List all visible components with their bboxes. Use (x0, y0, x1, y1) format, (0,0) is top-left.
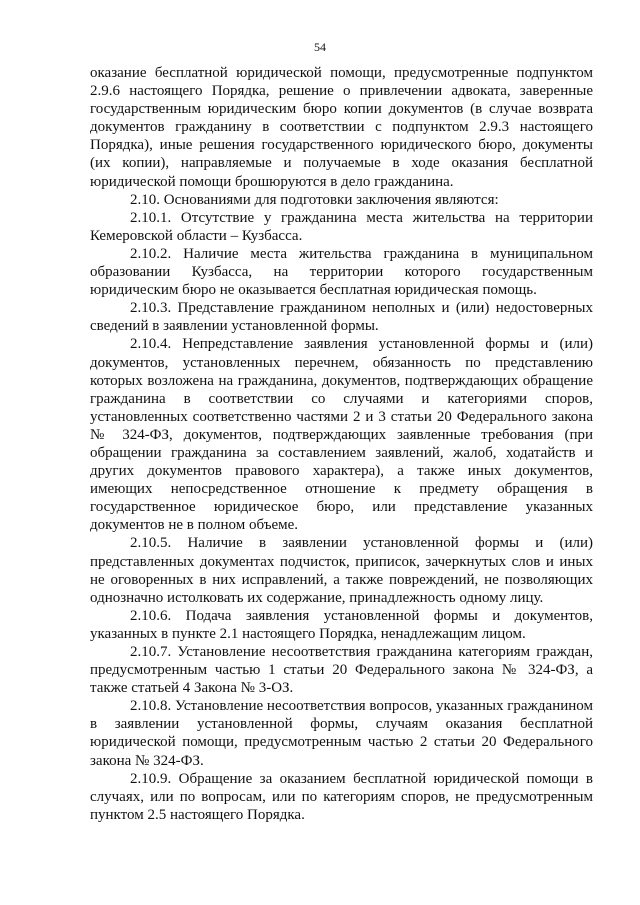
paragraph-2-10-1: 2.10.1. Отсутствие у гражданина места жительства на территории Кемеровской области – Кузбасса. (90, 209, 593, 244)
paragraph-2-10-9: 2.10.9. Обращение за оказанием бесплатной юридической помощи в случаях, или по вопросам, или по категориям споров, не предусмотренным пунктом 2.5 настоящего Порядка. (90, 770, 593, 823)
page-number: 54 (314, 40, 326, 54)
paragraph-2-10-3: 2.10.3. Представление гражданином неполных и (или) недостоверных сведений в заявлении установленной формы. (90, 300, 593, 335)
paragraph-2-10-5: 2.10.5. Наличие в заявлении установленной формы и (или) представленных документах подчисток, приписок, зачеркнутых слов и иных не оговоренных в них исправлений, а также повреждений, не позволяющих однозначно истолковать их содержание, принадлежность одному лицу. (90, 535, 593, 606)
paragraph-2-10: 2.10. Основаниями для подготовки заключения являются: (130, 191, 499, 208)
paragraph-2-10-4: 2.10.4. Непредставление заявления установленной формы и (или) документов, установленных перечнем, обязанность по представлению которых возложена на гражданина, документов, подтверждающих обращение гражданина в соответствии со случаями и категориями споров, установленных соответственно частями 2 и 3 статьи 20 Федерального закона № 324-ФЗ, документов, подтверждающих заявленные требования (при обращении гражданина за составлением заявлений, жалоб, ходатайств и других документов правового характера), а также иных документов, имеющих непосредственное отношение к предмету обращения в государственное юридическое бюро, или представление указанных документов не в полном объеме. (90, 336, 593, 534)
document-body (90, 64, 593, 824)
paragraph-2-10-6: 2.10.6. Подача заявления установленной формы и документов, указанных в пункте 2.1 настоящего Порядка, ненадлежащим лицом. (90, 607, 593, 642)
paragraph-2-10-7: 2.10.7. Установление несоответствия гражданина категориям граждан, предусмотренным частью 1 статьи 20 Федерального закона № 324-ФЗ, а также статьей 4 Закона № 3-ОЗ. (90, 644, 593, 697)
paragraph-2-10-8: 2.10.8. Установление несоответствия вопросов, указанных гражданином в заявлении установленной формы, случаям оказания бесплатной юридической помощи, предусмотренным частью 2 статьи 20 Федерального закона № 324-ФЗ. (90, 698, 593, 769)
paragraph-2-10-2: 2.10.2. Наличие места жительства гражданина в муниципальном образовании Кузбасса, на территории которого государственным юридическим бюро не оказывается бесплатная юридическая помощь. (90, 245, 593, 299)
paragraph-continuation: оказание бесплатной юридической помощи, предусмотренные подпунктом 2.9.6 настоящего Порядка, решение о привлечении адвоката, заверенные государственным юридическим бюро копии документов (в случае возврата документов гражданину в соответствии с подпунктом 2.9.3 настоящего Порядка), иные решения государственного юридического бюро, документы (их копии), направляемые и получаемые в ходе оказания бесплатной юридической помощи брошюруются в дело гражданина. (90, 65, 593, 190)
